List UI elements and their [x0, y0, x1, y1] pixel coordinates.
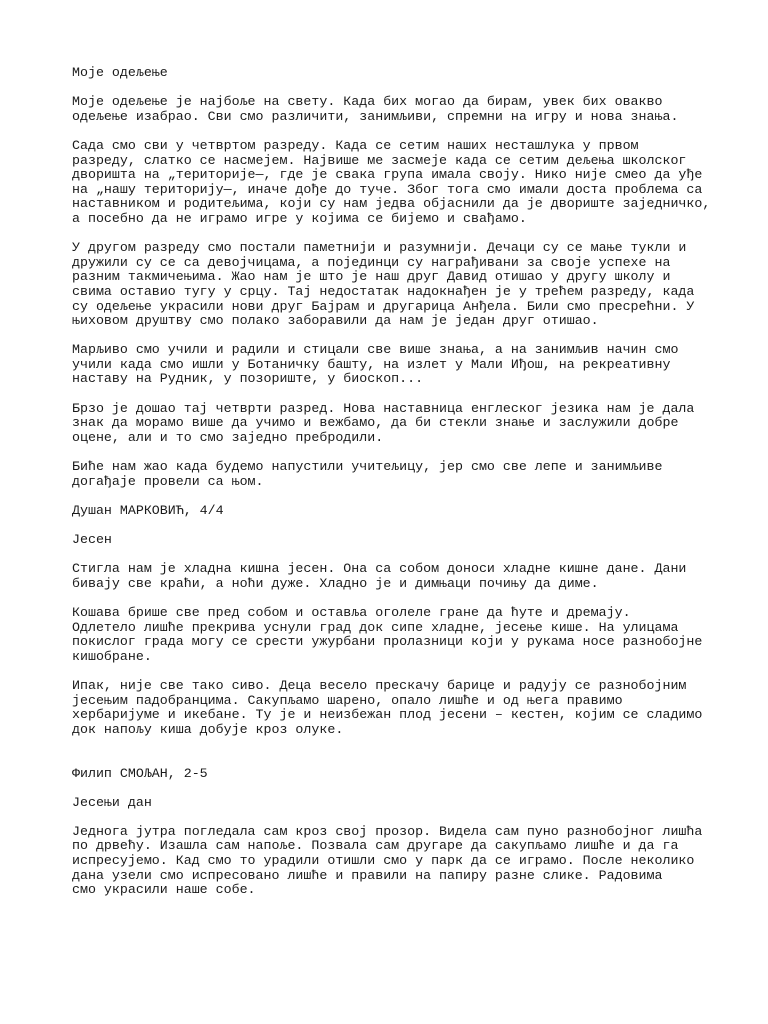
text-line: Једнога јутра погледала сам кроз свој прозор. Видела сам пуно разнобојног лишћа — [72, 823, 703, 839]
paragraph — [72, 139, 712, 227]
text-line: У другом разреду смо постали паметнији и разумнији. Дечаци су се мање тукли и — [72, 240, 687, 256]
text-line: наставником и родитељима, који су нам једва објаснили да је двориште заједничко, — [72, 196, 711, 212]
text-line: кишобране. — [72, 648, 152, 664]
text-line: покислог града могу се срести ужурбани пролазници који у рукама носе разнобојне — [72, 634, 703, 650]
text-line: свима оставио тугу у срцу. Тај недостатак надокнађен је у трећем разреду, када — [72, 283, 695, 299]
paragraph — [72, 402, 712, 446]
text-line: хербаријуме и икебане. Ту је и неизбежан плод јесени – кестен, којим се сладимо — [72, 707, 703, 723]
text-line: њиховом друштву смо полако заборавили да нам је један друг отишао. — [72, 313, 599, 329]
essay-title: Јесењи дан — [72, 794, 152, 810]
text-line: Сада смо сви у четвртом разреду. Када се сетим наших несташлука у првом — [72, 137, 639, 153]
paragraph — [72, 460, 712, 489]
text-line: Моје одељење је најбоље на свету. Када бих могао да бирам, увек бих овакво — [72, 94, 663, 110]
blank-line — [72, 752, 712, 767]
author-signature: Филип СМОЉАН, 2-5 — [72, 765, 208, 781]
text-line: Одлетело лишће прекрива уснули град док сипе хладне, јесење кише. На улицама — [72, 619, 679, 635]
essay-title: Моје одељење — [72, 65, 168, 80]
text-line: оцене, али и то смо заједно пребродили. — [72, 429, 384, 445]
text-line: дружили су се са девојчицама, а појединци су награђивани за своје успехе на — [72, 254, 671, 270]
text-line: по дрвећу. Изашла сам напоље. Позвала сам другаре да сакупљамо лишће и да га — [72, 838, 679, 854]
text-line: дана узели смо испресовано лишће и правили на папиру разне слике. Радовима — [72, 867, 663, 883]
author-signature: Душан МАРКОВИЋ, 4/4 — [72, 502, 224, 518]
document-page — [72, 66, 712, 912]
text-line: дворишта на „територије—, где је свака група имала своју. Нико није смео да уђе — [72, 167, 703, 183]
paragraph — [72, 825, 712, 898]
paragraph — [72, 241, 712, 329]
text-line: смо украсили наше собе. — [72, 882, 256, 898]
paragraph — [72, 679, 712, 737]
text-line: разреду, слатко се насмејем. Највише ме засмеје када се сетим дељења школског — [72, 152, 687, 168]
text-line: Марљиво смо учили и радили и стицали све више знања, а на занимљив начин смо — [72, 342, 679, 358]
text-line: Брзо је дошао тај четврти разред. Нова наставница енглеског језика нам је дала — [72, 400, 695, 416]
text-line: Стигла нам је хладна кишна јесен. Она са собом доноси хладне кишне дане. Дани — [72, 561, 687, 577]
text-line: а посебно да не играмо игре у којима се бијемо и свађамо. — [72, 210, 527, 226]
paragraph — [72, 606, 712, 664]
text-line: догађаје провели са њом. — [72, 473, 264, 489]
text-line: су одељење украсили нови друг Бајрам и другарица Анђела. Били смо пресрећни. У — [72, 298, 695, 314]
paragraph — [72, 343, 712, 387]
text-line: одељење изабрао. Сви смо различити, занимљиви, спремни на игру и нова знања. — [72, 108, 679, 124]
text-line: јесењим падобранцима. Сакупљамо шарено, опало лишће и од њега правимо — [72, 692, 623, 708]
text-line: испресујемо. Кад смо то урадили отишли смо у парк да се играмо. После неколико — [72, 853, 695, 869]
text-line: наставу на Рудник, у позориште, у биоскоп... — [72, 371, 424, 387]
text-line: бивају све краћи, а ноћи дуже. Хладно је и димњаци почињу да диме. — [72, 575, 599, 591]
text-line: док напољу киша добује кроз олуке. — [72, 721, 344, 737]
text-line: Кошава брише све пред собом и оставља оголеле гране да ћуте и дремају. — [72, 604, 631, 620]
paragraph — [72, 95, 712, 124]
text-line: учили када смо ишли у Ботаничку башту, на излет у Мали Иђош, на рекреативну — [72, 356, 671, 372]
essay-title: Јесен — [72, 532, 112, 547]
text-line: на „нашу територију—, иначе дође до туче. Због тога смо имали доста проблема са — [72, 181, 703, 197]
text-line: Биће нам жао када будемо напустили учитељицу, јер смо све лепе и занимљиве — [72, 459, 663, 475]
text-line: знак да морамо више да учимо и вежбамо, да би стекли знање и заслужили добре — [72, 415, 679, 431]
text-line: разним такмичењима. Жао нам је што је наш друг Давид отишао у другу школу и — [72, 269, 671, 285]
text-line: Ипак, није све тако сиво. Деца весело прескачу барице и радују се разнобојним — [72, 677, 687, 693]
paragraph — [72, 562, 712, 591]
